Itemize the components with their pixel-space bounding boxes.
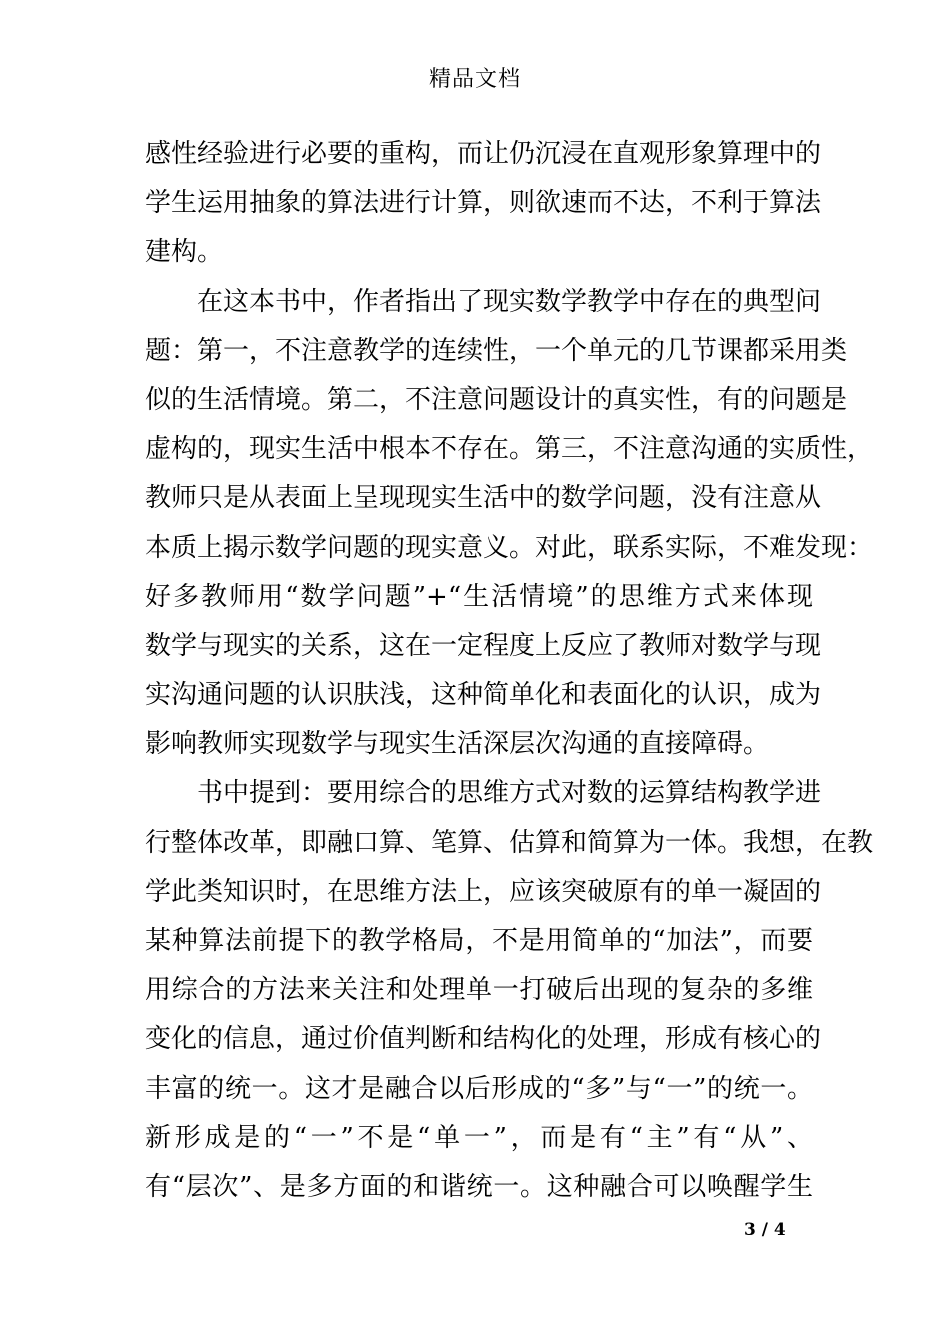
text-line: 教师只是从表面上呈现现实生活中的数学问题，没有注意从 (145, 483, 822, 514)
text-line: 丰富的统一。这才是融合以后形成的“多”与“一”的统一。 (145, 1073, 813, 1104)
text-line: 感性经验进行必要的重构，而让仍沉浸在直观形象算理中的 (145, 139, 822, 169)
text-line: 学此类知识时，在思维方法上，应该突破原有的单一凝固的 (145, 876, 822, 907)
text-line: 影响教师实现数学与现实生活深层次沟通的直接障碍。 (145, 729, 770, 760)
document-body (145, 130, 874, 1212)
text-line: 某种算法前提下的教学格局，不是用简单的“加法”，而要 (145, 926, 813, 956)
text-line: 虚构的，现实生活中根本不存在。第三，不注意沟通的实质性， (145, 434, 874, 465)
text-line: 实沟通问题的认识肤浅，这种简单化和表面化的认识，成为 (145, 680, 822, 711)
text-line: 学生运用抽象的算法进行计算，则欲速而不达，不利于算法 (145, 188, 822, 219)
text-line: 似的生活情境。第二，不注意问题设计的真实性，有的问题是 (145, 384, 848, 415)
paragraph-first-line: 在这本书中，作者指出了现实数学教学中存在的典型问 (197, 286, 822, 317)
text-line: 变化的信息，通过价值判断和结构化的处理，形成有核心的 (145, 1024, 822, 1055)
text-line: 行整体改革，即融口算、笔算、估算和简算为一体。我想，在教 (145, 827, 874, 858)
text-line: 新形成是的“一”不是“单一”，而是有“主”有“从”、 (145, 1122, 813, 1153)
text-line: 本质上揭示数学问题的现实意义。对此，联系实际，不难发现： (145, 532, 874, 563)
paragraph-first-line: 书中提到：要用综合的思维方式对数的运算结构教学进 (197, 778, 822, 809)
text-line: 数学与现实的关系，这在一定程度上反应了教师对数学与现 (145, 630, 822, 661)
text-line: 题：第一，不注意教学的连续性，一个单元的几节课都采用类 (145, 335, 848, 366)
document-header: 精品文档 (428, 67, 521, 92)
text-line: 有“层次”、是多方面的和谐统一。这种融合可以唤醒学生 (145, 1171, 813, 1202)
text-line: 用综合的方法来关注和处理单一打破后出现的复杂的多维 (145, 975, 813, 1006)
text-line: 建构。 (145, 237, 224, 268)
text-line: 好多教师用“数学问题”+“生活情境”的思维方式来体现 (145, 581, 813, 612)
page-number: 3 / 4 (744, 1220, 786, 1240)
